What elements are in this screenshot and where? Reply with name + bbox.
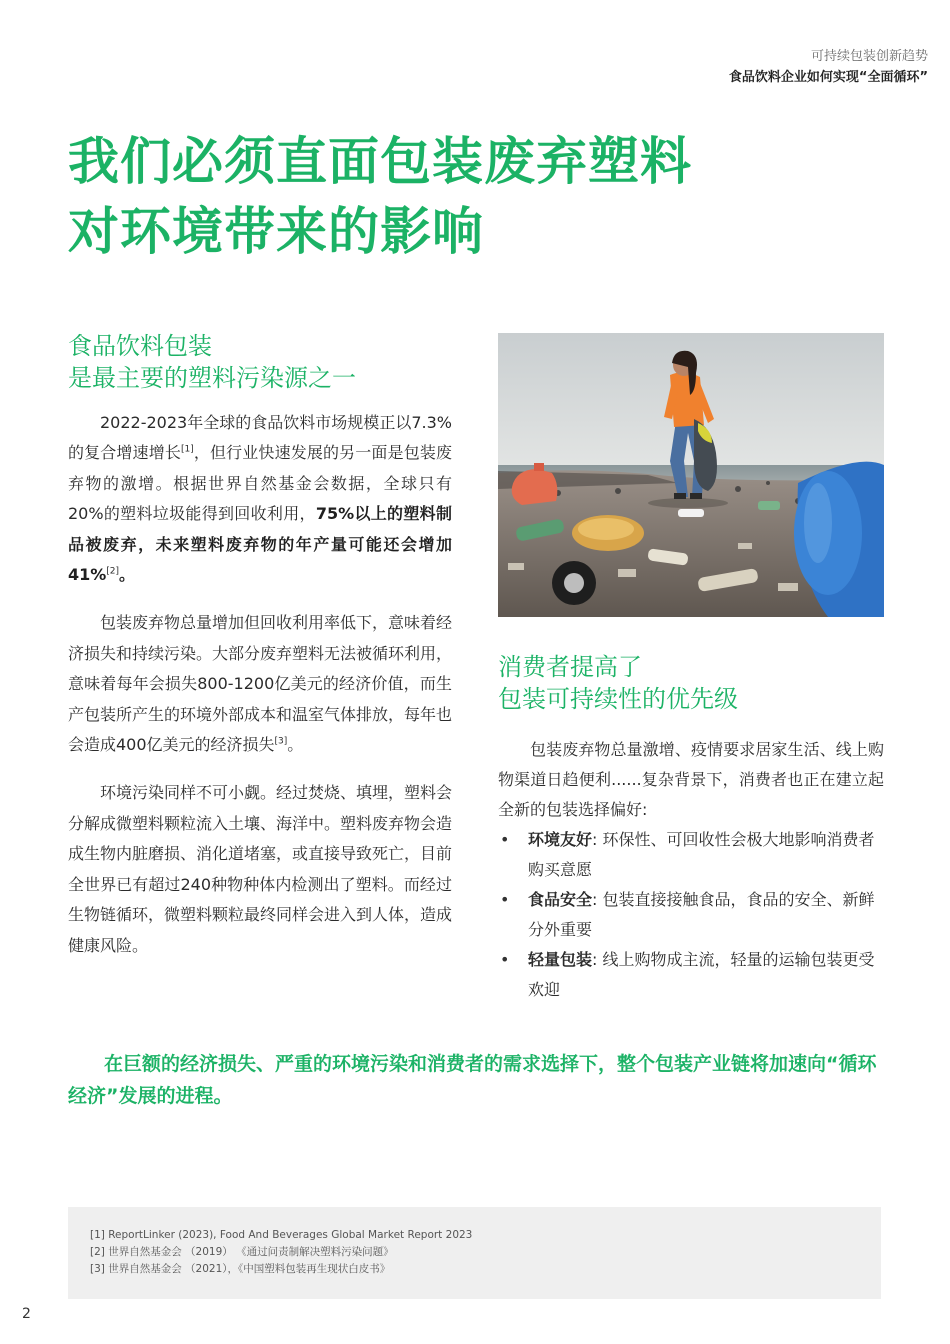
page-title-line-1: 我们必须直面包装废弃塑料	[68, 133, 693, 192]
text-run: 2022-2023年全球的食品饮料市场规模正以7.3%的复合增速增长	[68, 413, 452, 463]
right-column	[498, 333, 884, 1005]
header-report-title: 可持续包装创新趋势	[810, 49, 928, 64]
highlight-statistic: 75%以上的塑料制品被废弃，未来塑料废弃物的年产量可能还会增加 41%	[68, 504, 452, 585]
text-run: 。	[119, 565, 136, 585]
list-item	[498, 885, 884, 945]
list-item-label: 食品安全	[528, 890, 593, 909]
list-item	[498, 945, 884, 1005]
list-item-text: : 包装直接接触食品，食品的安全、新鲜分外重要	[528, 890, 875, 939]
left-column	[68, 330, 452, 979]
page-number: 2	[22, 1306, 31, 1322]
reference-item: [1] ReportLinker (2023), Food And Beverages Global Market Report 2023	[90, 1229, 473, 1241]
section-heading-line-1: 食品饮料包装	[68, 332, 212, 360]
page-header	[729, 46, 928, 88]
page-title-line-2: 对环境带来的影响	[68, 203, 485, 262]
citation-2: [2]	[106, 566, 120, 577]
reference-item: [2] 世界自然基金会 （2019） 《通过问责制解决塑料污染问题》	[90, 1246, 394, 1258]
paragraph-consumer-preferences: 包装废弃物总量激增、疫情要求居家生活、线上购物渠道日趋便利......复杂背景下，消费者也正在建立起全新的包装选择偏好:	[498, 740, 884, 819]
section-heading-consumer-priority	[498, 651, 884, 715]
section-heading-packaging-pollution	[68, 330, 452, 394]
text-run: 。	[287, 735, 304, 755]
beach-cleanup-photo	[498, 333, 884, 617]
paragraph-environmental-pollution: 环境污染同样不可小觑。经过焚烧、填埋，塑料会分解成微塑料颗粒流入土壤、海洋中。塑料废弃物会造成生物内脏磨损、消化道堵塞，或直接导致死亡，目前全世界已有超过240种物种体内检测出了塑料。而经过生物链循环，微塑料颗粒最终同样会进入到人体，造成健康风险。	[68, 783, 453, 955]
header-report-subtitle: 食品饮料企业如何实现“全面循环”	[728, 70, 928, 85]
preference-list	[498, 825, 884, 1005]
conclusion-statement: 在巨额的经济损失、严重的环境污染和消费者的需求选择下，整个包装产业链将加速向“循环经济”发展的进程。	[68, 1053, 877, 1107]
list-item-label: 环境友好	[528, 830, 593, 849]
paragraph-market-growth	[68, 408, 452, 590]
section-heading-line-2: 是最主要的塑料污染源之一	[68, 364, 356, 392]
citation-1: [1]	[180, 445, 194, 456]
list-item	[498, 825, 884, 885]
list-item-text: : 线上购物成主流，轻量的运输包装更受欢迎	[528, 950, 875, 999]
beach-cleanup-illustration	[498, 333, 884, 617]
citation-3: [3]	[274, 736, 288, 747]
text-run: ，但行业快速发展的另一面是包装废弃物的激增。根据世界自然基金会数据，全球只有20%的塑料垃圾能得到回收利用，	[68, 443, 452, 524]
section-heading-line-2: 包装可持续性的优先级	[498, 685, 738, 713]
text-run: 包装废弃物总量增加但回收利用率低下，意味着经济损失和持续污染。大部分废弃塑料无法被循环利用，意味着每年会损失800-1200亿美元的经济价值，而生产包装所产生的环境外部成本和温室气体排放，每年也会造成400亿美元的经济损失	[68, 613, 453, 755]
reference-item: [3] 世界自然基金会 （2021），《中国塑料包装再生现状白皮书》	[90, 1263, 391, 1275]
section-heading-line-1: 消费者提高了	[498, 653, 642, 681]
list-item-text: : 环保性、可回收性会极大地影响消费者购买意愿	[528, 830, 875, 879]
references-box	[68, 1207, 881, 1299]
paragraph-economic-loss	[68, 608, 452, 760]
page-title	[68, 128, 692, 268]
list-item-label: 轻量包装	[528, 950, 593, 969]
